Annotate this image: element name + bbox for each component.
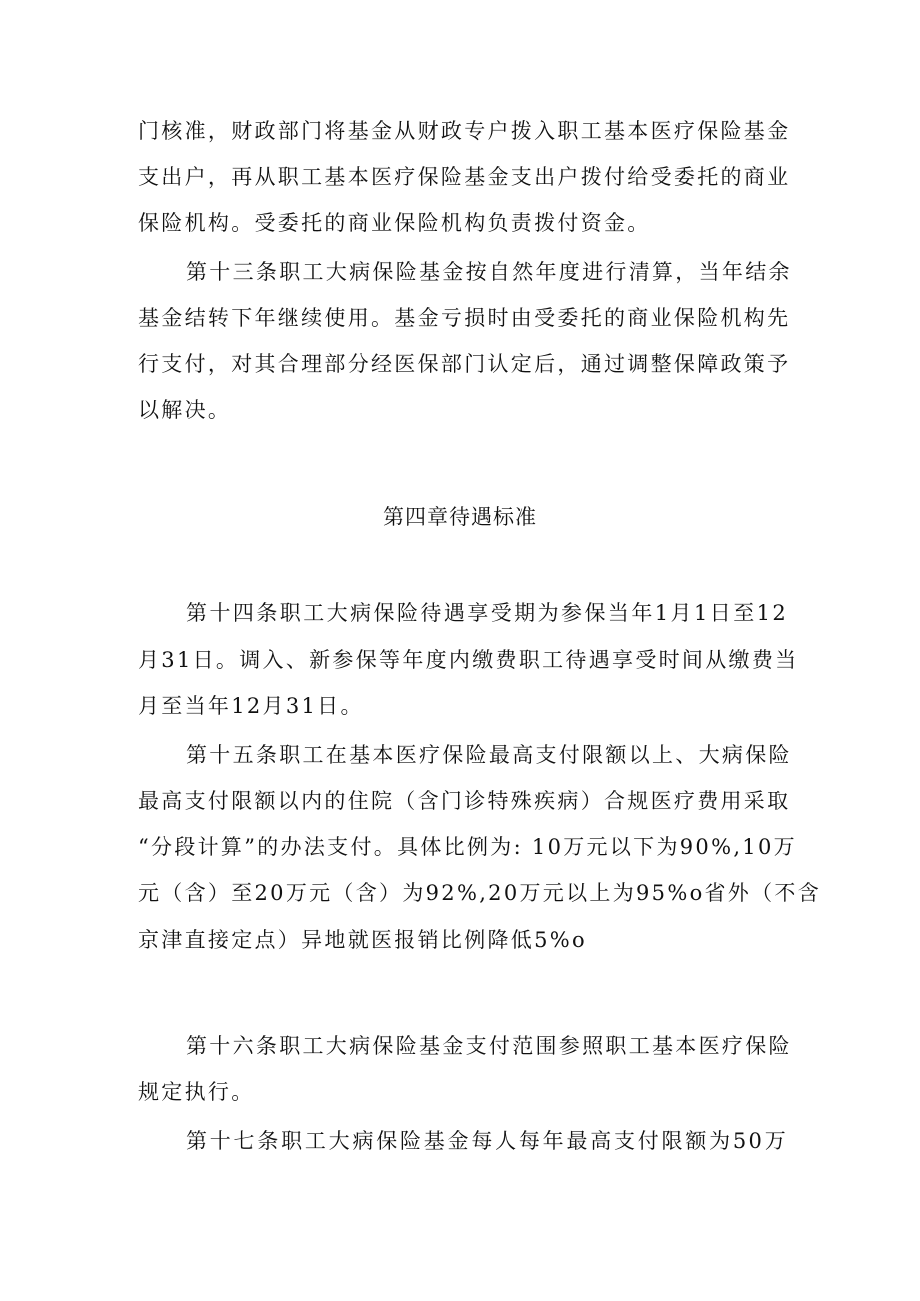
paragraph-line: 最高支付限额以内的住院（含门诊特殊疾病）合规医疗费用采取 (138, 789, 791, 813)
article-16-line: 第十六条职工大病保险基金支付范围参照职工基本医疗保险 (186, 1034, 792, 1058)
paragraph-line: “分段计算”的办法支付。具体比例为: 10万元以下为90%,10万 (138, 835, 797, 859)
article-17-line: 第十七条职工大病保险基金每人每年最高支付限额为50万 (186, 1129, 788, 1153)
article-14-line: 第十四条职工大病保险待遇享受期为参保当年1月1日至12 (186, 601, 788, 625)
paragraph-line: 以解决。 (138, 398, 232, 422)
paragraph-line: 月31日。调入、新参保等年度内缴费职工待遇享受时间从缴费当 (138, 648, 799, 672)
paragraph-line: 基金结转下年继续使用。基金亏损时由受委托的商业保险机构先 (138, 306, 791, 330)
paragraph-line: 规定执行。 (138, 1080, 255, 1104)
paragraph-line: 门核准，财政部门将基金从财政专户拨入职工基本医疗保险基金 (138, 119, 791, 143)
article-13-line: 第十三条职工大病保险基金按自然年度进行清算，当年结余 (186, 260, 792, 284)
paragraph-line: 保险机构。受委托的商业保险机构负责拨付资金。 (138, 211, 651, 235)
paragraph-line: 支出户，再从职工基本医疗保险基金支出户拨付给受委托的商业 (138, 165, 791, 189)
paragraph-line: 月至当年12月31日。 (138, 694, 364, 718)
paragraph-line: 行支付，对其合理部分经医保部门认定后，通过调整保障政策予 (138, 352, 791, 376)
paragraph-line: 元（含）至20万元（含）为92%,20万元以上为95%o省外（不含 (138, 881, 822, 905)
paragraph-line: 京津直接定点）异地就医报销比例降低5%o (138, 928, 587, 952)
article-15-line: 第十五条职工在基本医疗保险最高支付限额以上、大病保险 (186, 743, 792, 767)
chapter-heading: 第四章待遇标准 (383, 505, 537, 529)
